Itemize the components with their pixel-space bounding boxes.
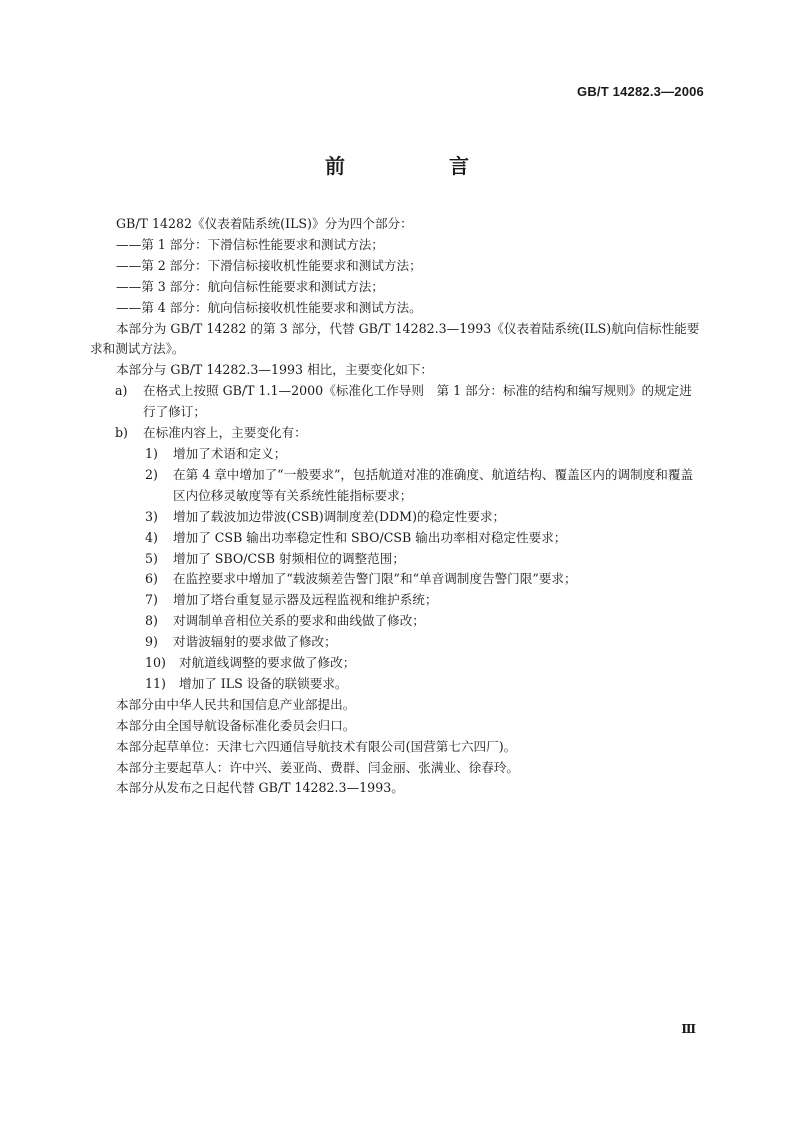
list-item-b: [90, 423, 704, 444]
list-text: 在第 4 章中增加了“一般要求”，包括航道对准的准确度、航道结构、覆盖区内的调制度和覆盖区内位移灵敏度等有关系统性能指标要求；: [173, 466, 694, 503]
paragraph-drafters: 本部分主要起草人：许中兴、姜亚尚、费群、闫金丽、张满业、徐春玲。: [116, 759, 519, 775]
list-label: 3): [145, 508, 158, 524]
list-item: [90, 674, 704, 695]
list-text: 在格式上按照 GB/T 1.1—2000《标准化工作导则 第 1 部分：标准的结构和编写规则》的规定进行了修订；: [143, 383, 692, 420]
list-label: 10): [145, 655, 166, 671]
list-text: 增加了 SBO/CSB 射频相位的调整范围；: [173, 550, 405, 566]
paragraph-changes-intro: 本部分与 GB/T 14282.3—1993 相比，主要变化如下：: [116, 362, 434, 378]
list-text: 增加了术语和定义；: [173, 445, 287, 461]
list-text: 对调制单音相位关系的要求和曲线做了修改；: [173, 613, 425, 629]
standard-code: GB/T 14282.3—2006: [577, 84, 704, 99]
list-label: 4): [145, 529, 158, 545]
page-title: 前 言: [325, 154, 511, 178]
list-label: 6): [145, 571, 158, 587]
list-item: [90, 528, 704, 549]
list-item: [90, 444, 704, 465]
list-item: [90, 465, 704, 507]
page-number: Ⅲ: [681, 1022, 696, 1036]
paragraph-parts-intro: GB/T 14282《仪表着陆系统(ILS)》分为四个部分：: [116, 216, 413, 231]
list-label: b): [115, 425, 128, 441]
list-label: 9): [145, 634, 158, 650]
list-text: 在监控要求中增加了“载波频差告警门限”和“单音调制度告警门限”要求；: [173, 571, 577, 587]
foreword-body: [90, 214, 704, 799]
list-item: [90, 549, 704, 570]
list-text: 增加了 ILS 设备的联锁要求。: [179, 675, 348, 691]
list-item: [90, 632, 704, 653]
list-label: 8): [145, 613, 158, 629]
list-text: 增加了载波加边带波(CSB)调制度差(DDM)的稳定性要求；: [173, 508, 506, 524]
list-text: 增加了 CSB 输出功率稳定性和 SBO/CSB 输出功率相对稳定性要求；: [173, 529, 567, 545]
list-label: 2): [145, 466, 158, 482]
paragraph-supersedes: 本部分从发布之日起代替 GB/T 14282.3—1993。: [116, 780, 404, 796]
list-item: [90, 507, 704, 528]
list-label: 5): [145, 550, 158, 566]
list-text: 增加了塔台重复显示器及远程监视和维护系统；: [173, 592, 438, 608]
paragraph-drafting-unit: 本部分起草单位：天津七六四通信导航技术有限公司(国营第七六四厂)。: [116, 738, 517, 754]
list-label: 1): [145, 445, 158, 461]
paragraph-replacement: 本部分为 GB/T 14282 的第 3 部分，代替 GB/T 14282.3—1993《仪表着陆系统(ILS)航向信标性能要求和测试方法》。: [90, 320, 700, 357]
list-text: 对航道线调整的要求做了修改；: [179, 655, 356, 671]
list-item-part-4: ——第 4 部分：航向信标接收机性能要求和测试方法。: [116, 299, 422, 315]
list-item-part-3: ——第 3 部分：航向信标性能要求和测试方法；: [116, 278, 384, 294]
list-item: [90, 653, 704, 674]
list-item: [90, 611, 704, 632]
list-item: [90, 569, 704, 590]
list-item-a: [90, 381, 704, 423]
paragraph-proposer: 本部分由中华人民共和国信息产业部提出。: [116, 696, 356, 712]
list-text: 对谐波辐射的要求做了修改；: [173, 634, 337, 650]
list-label: 11): [145, 675, 166, 691]
list-text: 在标准内容上，主要变化有：: [143, 425, 307, 441]
list-label: 7): [145, 592, 158, 608]
list-item: [90, 590, 704, 611]
list-label: a): [115, 383, 128, 399]
list-item-part-1: ——第 1 部分：下滑信标性能要求和测试方法；: [116, 236, 384, 252]
list-item-part-2: ——第 2 部分：下滑信标接收机性能要求和测试方法；: [116, 257, 422, 273]
paragraph-committee: 本部分由全国导航设备标准化委员会归口。: [116, 717, 356, 733]
